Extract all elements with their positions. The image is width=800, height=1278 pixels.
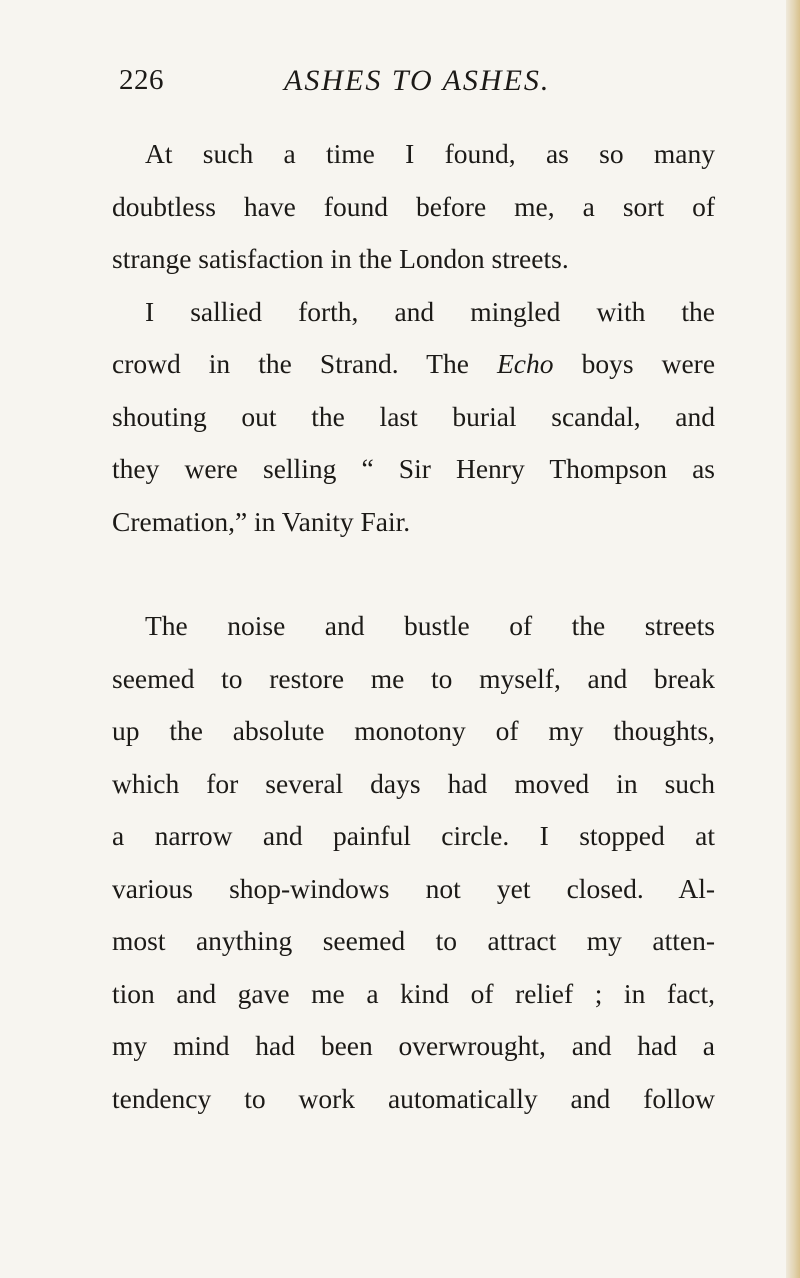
text-line: up the absolute monotony of my thoughts, bbox=[112, 715, 715, 746]
text-line: Cremation,” in Vanity Fair. bbox=[112, 505, 411, 537]
text-line: I sallied forth, and mingled with the bbox=[145, 295, 715, 327]
text-line: various shop-windows not yet closed. Al- bbox=[112, 872, 715, 904]
page-number: 226 bbox=[119, 64, 164, 96]
running-title: ASHES TO ASHES. bbox=[284, 64, 551, 97]
paragraph-1 bbox=[112, 128, 715, 286]
text-line: seemed to restore me to myself, and break bbox=[112, 662, 715, 694]
text-line: tion and gave me a kind of relief ; in fact, bbox=[112, 977, 715, 1009]
text-line: shouting out the last burial scandal, and bbox=[112, 400, 715, 432]
text-line: my mind had been overwrought, and had a bbox=[112, 1030, 715, 1061]
text-segment: boys were bbox=[581, 348, 716, 379]
page-header bbox=[119, 64, 719, 104]
text-line: most anything seemed to attract my atten- bbox=[112, 925, 715, 956]
paragraph-2 bbox=[112, 286, 715, 549]
paragraph-gap bbox=[112, 548, 715, 600]
text-line: a narrow and painful circle. I stopped at bbox=[112, 820, 715, 851]
paragraph-3 bbox=[112, 600, 715, 1125]
text-line: tendency to work automatically and follow bbox=[112, 1082, 715, 1114]
text-line: strange satisfaction in the London streets. bbox=[112, 243, 569, 274]
text-line: doubtless have found before me, a sort of bbox=[112, 190, 715, 222]
text-line-with-italic bbox=[112, 338, 715, 391]
text-line: they were selling “ Sir Henry Thompson as bbox=[112, 453, 715, 484]
page-edge bbox=[786, 0, 800, 1278]
text-line: which for several days had moved in such bbox=[112, 767, 715, 799]
text-line: At such a time I found, as so many bbox=[145, 138, 715, 169]
body-text bbox=[112, 128, 715, 1125]
italic-title: Echo bbox=[496, 348, 554, 379]
text-segment: crowd in the Strand. The bbox=[112, 348, 469, 379]
text-line: The noise and bustle of the streets bbox=[145, 610, 715, 641]
